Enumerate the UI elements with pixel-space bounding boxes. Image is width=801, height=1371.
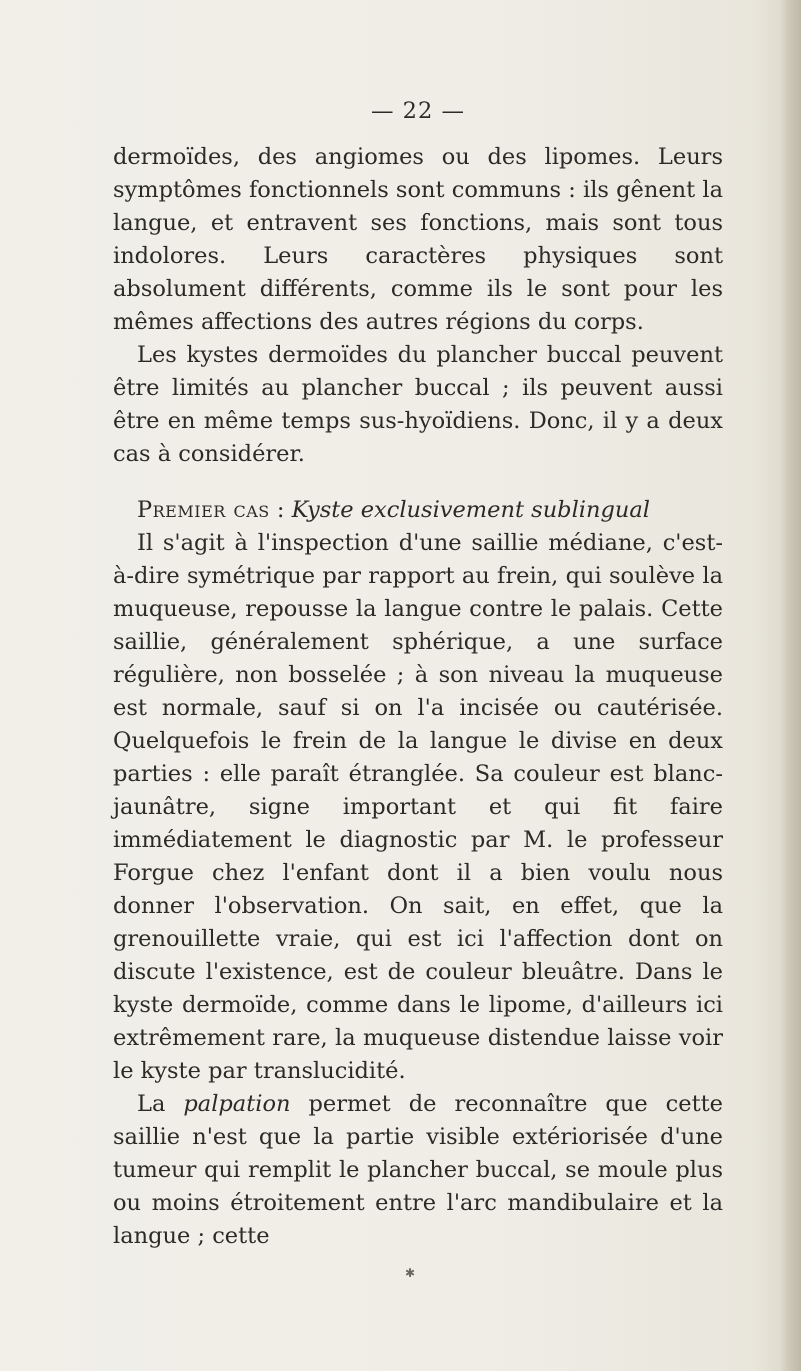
section-heading-title: Kyste exclusivement sublingual [291,497,650,523]
section-heading [113,494,723,527]
page-number: — 22 — [371,98,465,124]
section-heading-label: Premier cas [137,497,270,523]
paragraph-palpation-rest: permet de reconnaître que cette saillie n'est que la partie visible extériorisée d'une tumeur qui remplit le plancher buccal, se moule plus ou moins étroitement entre l'arc mandibulaire et la langue ; cette [113,1091,723,1249]
footer-asterisk-mark: ✱ [405,1266,416,1280]
page-text-block [113,95,723,1253]
paragraph-palpation-italic: palpation [183,1091,291,1117]
paragraph-kystes-dermoides: Les kystes dermoïdes du plancher buccal peuvent être limités au plancher buccal ; ils peuvent aussi être en même temps sus-hyoïdiens. Donc, il y a deux cas à considérer. [113,342,723,467]
paragraph-continuation: dermoïdes, des angiomes ou des lipomes. Leurs symptômes fonctionnels sont communs : ils gênent la langue, et entravent ses fonctions, mais sont tous indolores. Leurs caractères physiques sont absolument différents, comme ils le sont pour les mêmes affections des autres régions du corps. [113,144,723,335]
paragraph-palpation-lead: La [137,1091,184,1117]
paragraph-palpation [113,1088,723,1253]
section-heading-separator: : [269,497,292,523]
page-binding-edge [779,0,801,1371]
paragraph-inspection: Il s'agit à l'inspection d'une saillie médiane, c'est-à-dire symétrique par rapport au frein, qui soulève la muqueuse, repousse la langue contre le palais. Cette saillie, généralement sphérique, a une surface régulière, non bosselée ; à son niveau la muqueuse est normale, sauf si on l'a incisée ou cautérisée. Quelquefois le frein de la langue le divise en deux parties : elle paraît étranglée. Sa couleur est blanc-jaunâtre, signe important et qui fit faire immédiatement le diagnostic par M. le professeur Forgue chez l'enfant dont il a bien voulu nous donner l'observation. On sait, en effet, que la grenouillette vraie, qui est ici l'affection dont on discute l'existence, est de couleur bleuâtre. Dans le kyste dermoïde, comme dans le lipome, d'ailleurs ici extrêmement rare, la muqueuse distendue laisse voir le kyste par translucidité. [113,530,723,1084]
